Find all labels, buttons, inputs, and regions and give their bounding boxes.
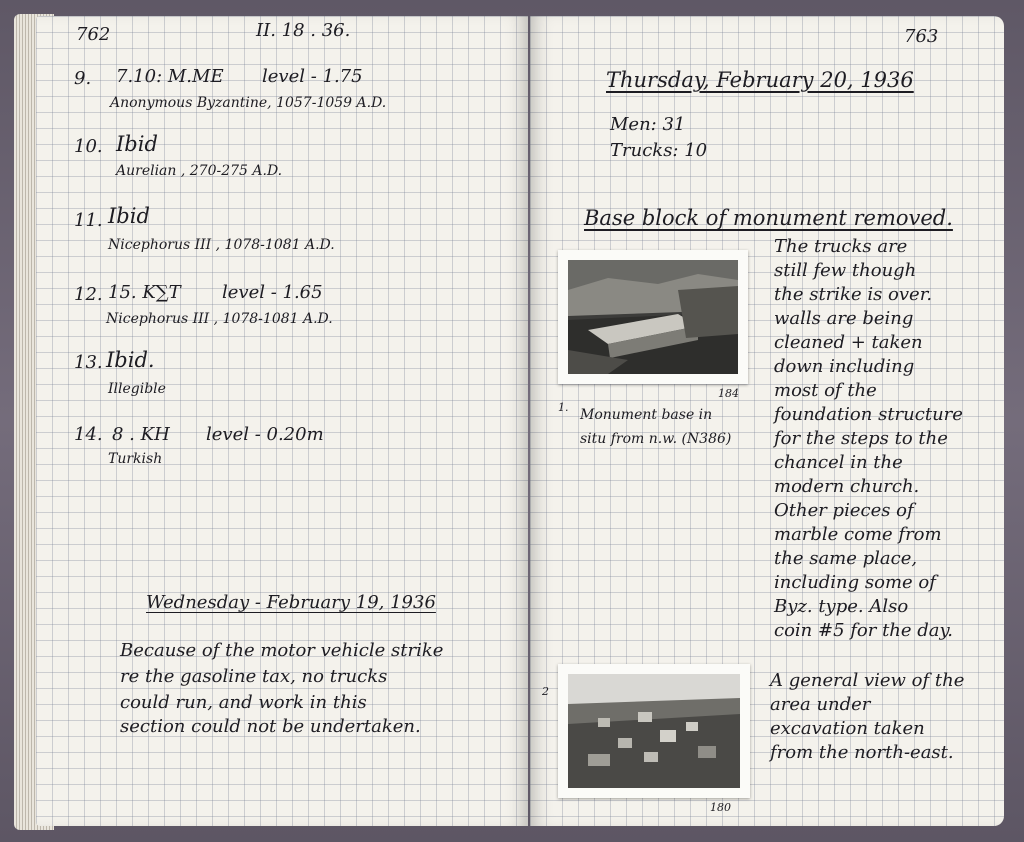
general-view-photo bbox=[558, 664, 750, 798]
entry-description: Nicephorus III , 1078-1081 A.D. bbox=[108, 237, 335, 253]
note-line: chancel in the bbox=[774, 452, 903, 473]
note2-line: area under bbox=[770, 694, 871, 715]
monument-base-image bbox=[568, 260, 738, 374]
photo-1-caption: Monument base in bbox=[580, 407, 713, 423]
wednesday-line: re the gasoline tax, no trucks bbox=[120, 666, 388, 687]
note-line: Other pieces of bbox=[774, 500, 914, 521]
right-page-number: 763 bbox=[904, 26, 939, 47]
entry-level: level - 1.65 bbox=[222, 282, 323, 303]
monument-base-photo bbox=[558, 250, 748, 384]
wednesday-line: could run, and work in this bbox=[120, 692, 367, 713]
trucks-count: Trucks: 10 bbox=[610, 140, 708, 161]
photo-2-number: 180 bbox=[710, 801, 731, 814]
note-line: cleaned + taken bbox=[774, 332, 923, 353]
photo-1-caption: situ from n.w. (N386) bbox=[580, 431, 732, 447]
excavation-view-image bbox=[568, 674, 740, 788]
note-line: the strike is over. bbox=[774, 284, 933, 305]
wednesday-line: Because of the motor vehicle strike bbox=[120, 640, 444, 661]
entry-description: Aurelian , 270-275 A.D. bbox=[116, 163, 283, 179]
entry-number: 11. bbox=[74, 210, 103, 231]
note-line: walls are being bbox=[774, 308, 914, 329]
note-line: down including bbox=[774, 356, 915, 377]
right-page bbox=[530, 16, 1004, 826]
wednesday-heading: Wednesday - February 19, 1936 bbox=[146, 592, 436, 613]
entry-level: level - 1.75 bbox=[262, 66, 363, 87]
note-line: marble come from bbox=[774, 524, 942, 545]
photo-1-index: 1. bbox=[558, 401, 569, 414]
entry-number: 14. bbox=[74, 424, 103, 445]
entry-code: Ibid. bbox=[106, 348, 155, 372]
note-line: the same place, bbox=[774, 548, 918, 569]
entry-description: Nicephorus III , 1078-1081 A.D. bbox=[106, 311, 333, 327]
note-line: coin #5 for the day. bbox=[774, 620, 954, 641]
entry-code: 8 . KH bbox=[112, 424, 170, 445]
thursday-heading: Thursday, February 20, 1936 bbox=[606, 68, 914, 92]
entry-code: Ibid bbox=[116, 132, 158, 156]
left-header-date: II. 18 . 36. bbox=[256, 20, 351, 41]
entry-level: level - 0.20m bbox=[206, 424, 324, 445]
entry-code: 15. K∑T bbox=[108, 282, 181, 303]
photo-2-index: 2 bbox=[542, 685, 549, 698]
entry-code: Ibid bbox=[108, 204, 150, 228]
note-line: including some of bbox=[774, 572, 936, 593]
wednesday-line: section could not be undertaken. bbox=[120, 716, 421, 737]
entry-description: Turkish bbox=[108, 451, 163, 467]
note-line: foundation structure bbox=[774, 404, 963, 425]
note-line: for the steps to the bbox=[774, 428, 948, 449]
note-line: most of the bbox=[774, 380, 877, 401]
left-page bbox=[36, 16, 528, 826]
left-page-number: 762 bbox=[76, 24, 111, 45]
entry-description: Anonymous Byzantine, 1057-1059 A.D. bbox=[110, 95, 387, 111]
base-block-heading: Base block of monument removed. bbox=[584, 206, 953, 230]
note-line: Byz. type. Also bbox=[774, 596, 909, 617]
entry-number: 10. bbox=[74, 136, 103, 157]
entry-number: 12. bbox=[74, 284, 103, 305]
men-count: Men: 31 bbox=[610, 114, 686, 135]
note2-line: A general view of the bbox=[770, 670, 965, 691]
note-line: modern church. bbox=[774, 476, 920, 497]
entry-description: Illegible bbox=[108, 381, 166, 397]
entry-code: 7.10: M.ME bbox=[116, 66, 224, 87]
note-line: still few though bbox=[774, 260, 917, 281]
entry-number: 9. bbox=[74, 68, 92, 89]
note2-line: from the north-east. bbox=[770, 742, 954, 763]
photo-1-number: 184 bbox=[718, 387, 739, 400]
note-line: The trucks are bbox=[774, 236, 908, 257]
entry-number: 13. bbox=[74, 352, 103, 373]
note2-line: excavation taken bbox=[770, 718, 925, 739]
